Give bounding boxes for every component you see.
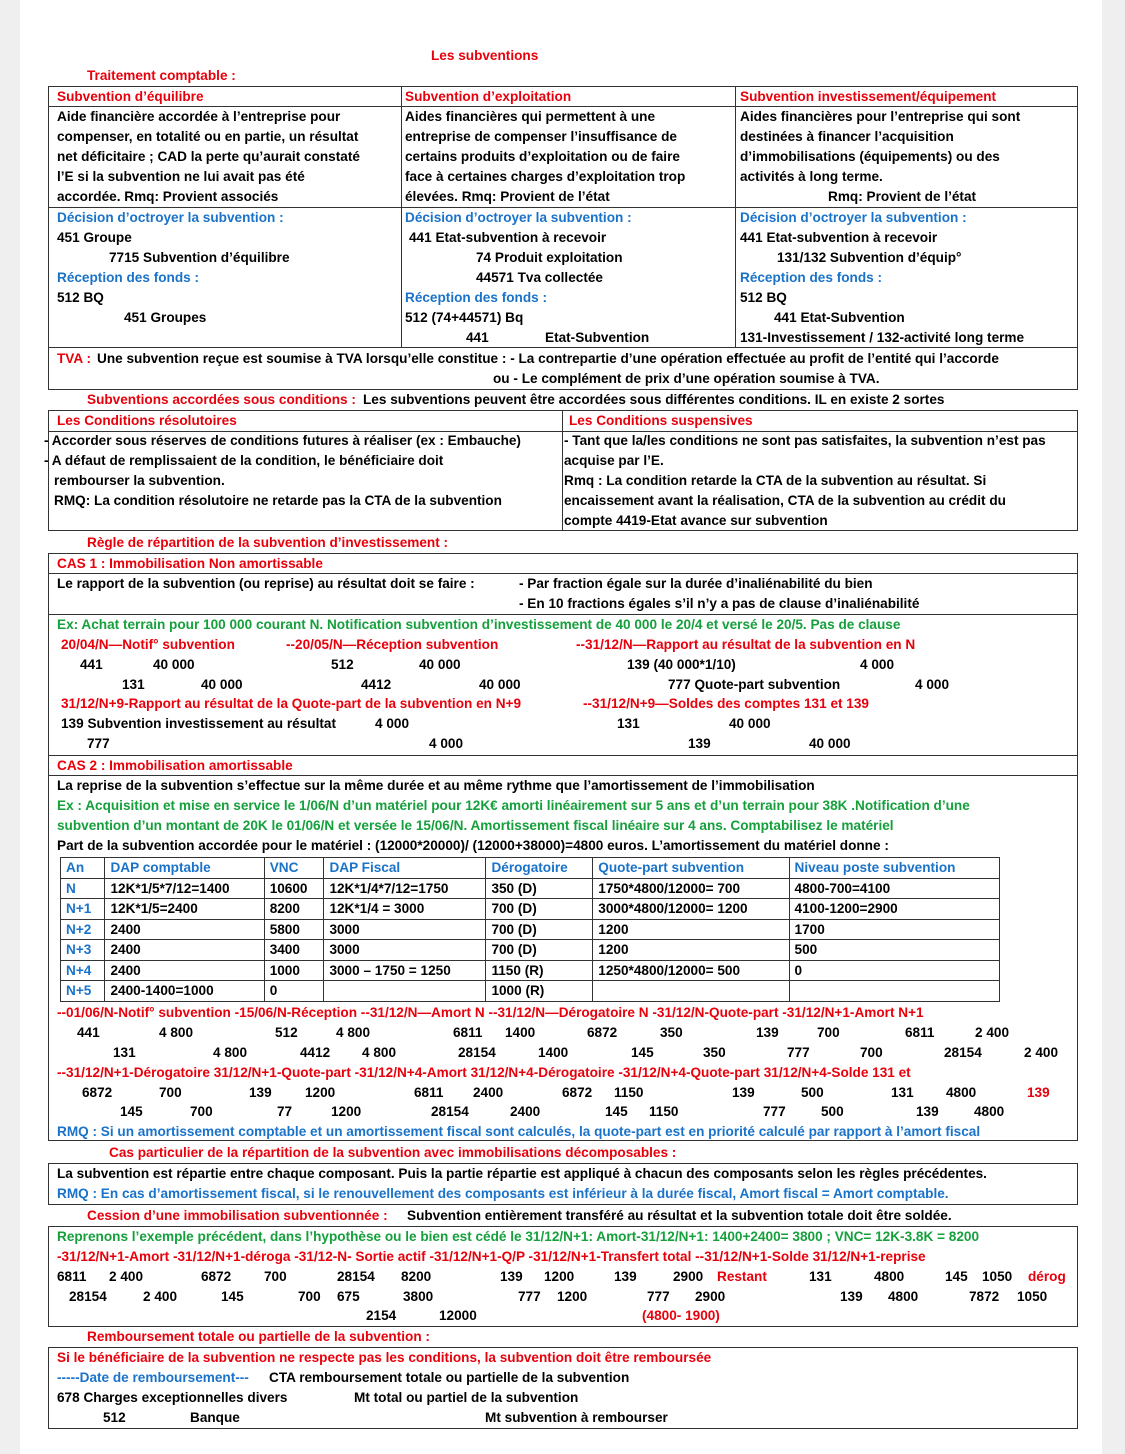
entry-account: 777 <box>647 1289 670 1304</box>
table-cell: 12K*1/4 = 3000 <box>324 899 486 920</box>
entry-account: 6872 <box>82 1085 113 1100</box>
entry-account: 139 (40 000*1/10) <box>627 657 736 672</box>
table-cell: 1150 (R) <box>486 960 593 981</box>
investissement-reception-label: Réception des fonds : <box>740 270 882 285</box>
entry-amount: 4 000 <box>860 657 895 672</box>
entry-account: 6872 <box>587 1025 618 1040</box>
entry-account: 7872 <box>969 1289 1000 1304</box>
table-cell: 1000 <box>264 960 324 981</box>
entry-amount: 4800 <box>974 1104 1005 1119</box>
tva-line: ou - Le complément de prix d’une opération soumise à TVA. <box>493 371 880 386</box>
entry-account: 777 <box>87 736 110 751</box>
entry-amount: 4800 <box>888 1289 919 1304</box>
col-header: Quote-part subvention <box>593 858 789 879</box>
table-cell <box>593 981 789 1002</box>
suspensives-line: compte 4419-Etat avance sur subvention <box>564 513 828 528</box>
entry-account: 139 <box>756 1025 779 1040</box>
equilibre-desc-line: l’E si la subvention ne lui avait pas été <box>57 169 305 184</box>
entry-account: 131 <box>809 1269 832 1284</box>
table-cell: 3000*4800/12000= 1200 <box>593 899 789 920</box>
table-cell <box>324 981 486 1002</box>
cession-journal-heads: -31/12/N+1-Amort -31/12/N+1-déroga -31/12-N- Sortie actif -31/12/N+1-Q/P -31/12/N+1-Transfert total --31/12/N+1-Solde 31/12/N+1-reprise <box>57 1249 926 1264</box>
col-header: An <box>61 858 105 879</box>
entry-account: 512 <box>103 1410 126 1425</box>
suspensives-line: acquise par l’E. <box>564 453 664 468</box>
entry-amount: 1200 <box>557 1289 588 1304</box>
traitement-heading: Traitement comptable : <box>87 68 236 83</box>
table-cell: 3000 <box>324 919 486 940</box>
entry-amount: 4 800 <box>336 1025 371 1040</box>
entry-account: 145 <box>631 1045 654 1060</box>
table-header-row <box>61 858 1000 879</box>
entry-account: 131 <box>122 677 145 692</box>
entry-account: 131 <box>113 1045 136 1060</box>
table-cell: 3000 – 1750 = 1250 <box>324 960 486 981</box>
table-cell: 2400-1400=1000 <box>105 981 264 1002</box>
entry-amount: 2 400 <box>109 1269 144 1284</box>
entry-amount: Mt subvention à rembourser <box>485 1410 668 1425</box>
equilibre-reception-line: 451 Groupes <box>124 310 207 325</box>
entry-account: 131 <box>891 1085 914 1100</box>
table-cell: 3000 <box>324 940 486 961</box>
investissement-desc-line: activités à long terme. <box>740 169 883 184</box>
investissement-reception-line: 131-Investissement / 132-activité long terme <box>740 330 1025 345</box>
particulier-line: La subvention est répartie entre chaque composant. Puis la partie répartie est appliqué à chacun des composants selon les règles précédentes. <box>57 1166 987 1181</box>
entry-account-label: Banque <box>190 1410 240 1425</box>
investissement-desc-line: destinées à financer l’acquisition <box>740 129 954 144</box>
exploitation-reception-line: 512 (74+44571) Bq <box>405 310 524 325</box>
equilibre-desc-line: accordée. Rmq: Provient associés <box>57 189 279 204</box>
entry-account: 139 <box>249 1085 272 1100</box>
entry-account: 6811 <box>453 1025 483 1040</box>
derog-label: dérog <box>1028 1269 1066 1284</box>
investissement-reception-line: 512 BQ <box>740 290 787 305</box>
equilibre-reception-label: Réception des fonds : <box>57 270 199 285</box>
entry-account: 675 <box>337 1289 360 1304</box>
cas2-journal-heads: --31/12/N+1-Dérogatoire 31/12/N+1-Quote-part -31/12/N+4-Amort 31/12/N+4-Dérogatoire -31/12/N+4-Quote-part 31/12/N+4-Solde 131 et <box>57 1065 911 1080</box>
amortissement-table <box>60 857 1000 1002</box>
investissement-decision-line: 441 Etat-subvention à recevoir <box>740 230 938 245</box>
entry-account-red: 139 <box>1027 1085 1050 1100</box>
resolutoires-line: - Accorder sous réserves de conditions futures à réaliser (ex : Embauche) <box>44 433 521 448</box>
table-cell: 700 (D) <box>486 899 593 920</box>
entry-account: 145 <box>120 1104 143 1119</box>
investissement-reception-line: 441 Etat-Subvention <box>774 310 905 325</box>
entry-account: 678 Charges exceptionnelles divers <box>57 1390 288 1405</box>
table-cell: 700 (D) <box>486 919 593 940</box>
cas2-part: Part de la subvention accordée pour le matériel : (12000*20000)/ (12000+38000)=4800 euros. L’amortissement du matériel donne : <box>57 838 889 853</box>
entry-account: 139 <box>688 736 711 751</box>
col-header: VNC <box>264 858 324 879</box>
table-cell: 10600 <box>264 878 324 899</box>
cas2-title: CAS 2 : Immobilisation amortissable <box>57 758 293 773</box>
suspensives-line: - Tant que la/les conditions ne sont pas satisfaites, la subvention n’est pas <box>564 433 1046 448</box>
entry-account: 28154 <box>431 1104 469 1119</box>
entry-account: 28154 <box>944 1045 982 1060</box>
entry-amount: 1400 <box>538 1045 569 1060</box>
table-cell: 12K*1/5=2400 <box>105 899 264 920</box>
entry-amount: 2900 <box>695 1289 726 1304</box>
cas1-option: - En 10 fractions égales s’il n’y a pas de clause d’inaliénabilité <box>519 596 920 611</box>
equilibre-decision-line: 451 Groupe <box>57 230 132 245</box>
cas1-example: Ex: Achat terrain pour 100 000 courant N. Notification subvention d’investissement de 40 000 le 20/4 et versé le 20/5. Pas de clause <box>57 617 901 632</box>
entry-amount: 40 000 <box>479 677 521 692</box>
cas2-journal-heads: --01/06/N-Notif° subvention -15/06/N-Réception --31/12/N—Amort N --31/12/N—Dérogatoire N -31/12/N-Quote-part -31/12/N+1-Amort N+1 <box>57 1005 924 1020</box>
table-cell: N+2 <box>61 919 105 940</box>
entry-amount: 2400 <box>473 1085 504 1100</box>
table-cell: 1250*4800/12000= 500 <box>593 960 789 981</box>
exploitation-desc-line: élevées. Rmq: Provient de l’état <box>405 189 610 204</box>
entry-amount: 40 000 <box>809 736 851 751</box>
suspensives-line: Rmq : La condition retarde la CTA de la subvention au résultat. Si <box>564 473 987 488</box>
resolutoires-line: - A défaut de remplissaient de la condition, le bénéficiaire doit <box>44 453 444 468</box>
entry-amount: 1050 <box>982 1269 1013 1284</box>
resolutoires-line: RMQ: La condition résolutoire ne retarde pas la CTA de la subvention <box>54 493 502 508</box>
entry-account: 139 <box>500 1269 523 1284</box>
cas1-option: - Par fraction égale sur la durée d’inaliénabilité du bien <box>519 576 873 591</box>
tva-label: TVA : <box>57 351 91 366</box>
entry-amount: 2 400 <box>975 1025 1010 1040</box>
exploitation-reception-line: 441 <box>466 330 489 345</box>
entry-account: 6872 <box>562 1085 593 1100</box>
entry-account: 6811 <box>414 1085 444 1100</box>
entry-account: 4412 <box>361 677 392 692</box>
entry-account: 131 <box>617 716 640 731</box>
entry-amount: 3800 <box>403 1289 434 1304</box>
investissement-desc-line: d’immobilisations (équipements) ou des <box>740 149 1000 164</box>
table-cell: 0 <box>789 960 999 981</box>
cas1-title: CAS 1 : Immobilisation Non amortissable <box>57 556 323 571</box>
table-cell: 2400 <box>105 919 264 940</box>
table-cell: 700 (D) <box>486 940 593 961</box>
document-page <box>20 0 1102 1454</box>
entry-account: 777 <box>763 1104 786 1119</box>
entry-amount: 40 000 <box>153 657 195 672</box>
tva-line: Une subvention reçue est soumise à TVA lorsqu’elle constitue : - La contrepartie d’une opération effectuée au profit de l’entité qui l’accorde <box>97 351 999 366</box>
exploitation-desc-line: face à certaines charges d’exploitation trop <box>405 169 686 184</box>
table-cell: 0 <box>264 981 324 1002</box>
entry-amount: 500 <box>801 1085 824 1100</box>
table-cell: N+5 <box>61 981 105 1002</box>
page-title: Les subventions <box>431 48 539 63</box>
conditions-intro: Les subventions peuvent être accordées sous différentes conditions. IL en existe 2 sortes <box>363 392 945 407</box>
table-cell: 1200 <box>593 919 789 940</box>
table-cell: N+4 <box>61 960 105 981</box>
table-cell: 3400 <box>264 940 324 961</box>
entry-account: 139 Subvention investissement au résultat <box>61 716 336 731</box>
equilibre-desc-line: compenser, en totalité ou en partie, un résultat <box>57 129 359 144</box>
cas1-journal-heading: --20/05/N—Réception subvention <box>286 637 499 652</box>
cas2-rule: La reprise de la subvention s’effectue sur la même durée et au même rythme que l’amortissement de l’immobilisation <box>57 778 815 793</box>
cas2-rmq: RMQ : Si un amortissement comptable et un amortissement fiscal sont calculés, la quote-part est en priorité calculé par rapport à l’amort fiscal <box>57 1124 981 1139</box>
cession-example: Reprenons l’exemple précédent, dans l’hypothèse ou le bien est cédé le 31/12/N+1: Amort-31/12/N+1: 1400+2400= 3800 ; VNC= 12K-3.8K = 8200 <box>57 1229 980 1244</box>
table-cell: 1700 <box>789 919 999 940</box>
table-cell: 8200 <box>264 899 324 920</box>
entry-amount: 1150 <box>614 1085 644 1100</box>
resolutoires-line: rembourser la subvention. <box>54 473 225 488</box>
entry-account: 77 <box>277 1104 293 1119</box>
remboursement-date-label: -----Date de remboursement--- <box>57 1370 249 1385</box>
particulier-rmq: RMQ : En cas d’amortissement fiscal, si le renouvellement des composants est inférieur à la durée fiscal, Amort fiscal = Amort comptable. <box>57 1186 949 1201</box>
entry-amount: 1050 <box>1017 1289 1048 1304</box>
table-row <box>61 960 1000 981</box>
table-row <box>61 899 1000 920</box>
table-cell: 500 <box>789 940 999 961</box>
exploitation-desc-line: entreprise de compenser l’insuffisance de <box>405 129 677 144</box>
entry-amount: 2 400 <box>143 1289 178 1304</box>
investissement-desc-line: Aides financières pour l’entreprise qui sont <box>740 109 1021 124</box>
table-cell <box>789 981 999 1002</box>
exploitation-reception-line: Etat-Subvention <box>545 330 650 345</box>
exploitation-reception-label: Réception des fonds : <box>405 290 547 305</box>
table-row <box>61 878 1000 899</box>
table-cell: 2400 <box>105 960 264 981</box>
entry-amount: 40 000 <box>201 677 243 692</box>
entry-amount: 1200 <box>544 1269 575 1284</box>
table-cell: 12K*1/4*7/12=1750 <box>324 878 486 899</box>
entry-amount: 2400 <box>510 1104 541 1119</box>
entry-account: 512 <box>331 657 354 672</box>
entry-amount: 700 <box>817 1025 840 1040</box>
investissement-decision-line: 131/132 Subvention d’équip° <box>777 250 962 265</box>
entry-amount: 4 800 <box>213 1045 248 1060</box>
table-row <box>61 981 1000 1002</box>
entry-amount: 1200 <box>331 1104 362 1119</box>
entry-amount: 4 000 <box>429 736 464 751</box>
entry-account: 777 <box>787 1045 810 1060</box>
equilibre-desc-line: net déficitaire ; CAD la perte qu’aurait constaté <box>57 149 360 164</box>
entry-amount: 2900 <box>673 1269 704 1284</box>
entry-amount: 700 <box>298 1289 321 1304</box>
exploitation-desc-line: certains produits d’exploitation ou de faire <box>405 149 680 164</box>
table-cell: 2400 <box>105 940 264 961</box>
entry-amount: 4800 <box>946 1085 977 1100</box>
resolutoires-title: Les Conditions résolutoires <box>57 413 237 428</box>
equilibre-title: Subvention d’équilibre <box>57 89 204 104</box>
entry-amount: 1200 <box>305 1085 336 1100</box>
entry-amount: 40 000 <box>419 657 461 672</box>
cas2-example-line: Ex : Acquisition et mise en service le 1/06/N d’un matériel pour 12K€ amorti linéairement sur 5 ans et d’un terrain pour 38K .Notification d’une <box>57 798 970 813</box>
entry-account: 28154 <box>458 1045 496 1060</box>
entry-account: 145 <box>221 1289 244 1304</box>
table-cell: 350 (D) <box>486 878 593 899</box>
table-cell: 5800 <box>264 919 324 940</box>
entry-amount: 2 400 <box>1024 1045 1059 1060</box>
entry-account: 441 <box>80 657 103 672</box>
table-cell: N+1 <box>61 899 105 920</box>
equilibre-decision-line: 7715 Subvention d’équilibre <box>109 250 290 265</box>
entry-amount: 1150 <box>649 1104 679 1119</box>
entry-amount: 700 <box>190 1104 213 1119</box>
table-cell: 4100-1200=2900 <box>789 899 999 920</box>
exploitation-desc-line: Aides financières qui permettent à une <box>405 109 656 124</box>
col-header: DAP Fiscal <box>324 858 486 879</box>
remboursement-date-rest: CTA remboursement totale ou partielle de la subvention <box>269 1370 630 1385</box>
entry-account: 2154 <box>366 1308 397 1323</box>
entry-amount: 700 <box>860 1045 883 1060</box>
table-cell: N <box>61 878 105 899</box>
particulier-heading: Cas particulier de la répartition de la subvention avec immobilisations décomposables : <box>109 1145 677 1160</box>
entry-amount: 350 <box>660 1025 683 1040</box>
entry-amount: 4 000 <box>375 716 410 731</box>
exploitation-decision-line: 74 Produit exploitation <box>476 250 623 265</box>
entry-account: 512 <box>275 1025 298 1040</box>
entry-account: 6811 <box>905 1025 935 1040</box>
restant-calc: (4800- 1900) <box>642 1308 720 1323</box>
table-cell: 1000 (R) <box>486 981 593 1002</box>
entry-account: 777 <box>518 1289 541 1304</box>
col-header: Niveau poste subvention <box>789 858 999 879</box>
exploitation-decision-line: 44571 Tva collectée <box>476 270 603 285</box>
entry-account: 139 <box>732 1085 755 1100</box>
entry-account: 28154 <box>69 1289 107 1304</box>
entry-account: 777 Quote-part subvention <box>668 677 841 692</box>
suspensives-title: Les Conditions suspensives <box>569 413 753 428</box>
table-cell: 12K*1/5*7/12=1400 <box>105 878 264 899</box>
regle-heading: Règle de répartition de la subvention d’investissement : <box>87 535 449 550</box>
entry-account: 145 <box>605 1104 628 1119</box>
cession-heading: Cession d’une immobilisation subventionnée : <box>87 1208 388 1223</box>
entry-account: 139 <box>614 1269 637 1284</box>
investissement-decision-label: Décision d’octroyer la subvention : <box>740 210 967 225</box>
exploitation-decision-line: 441 Etat-subvention à recevoir <box>409 230 607 245</box>
cas1-journal-heading: 31/12/N+9-Rapport au résultat de la Quote-part de la subvention en N+9 <box>61 696 522 711</box>
entry-amount: 350 <box>703 1045 726 1060</box>
table-cell: N+3 <box>61 940 105 961</box>
entry-amount: 40 000 <box>729 716 771 731</box>
entry-account: 139 <box>916 1104 939 1119</box>
table-row <box>61 940 1000 961</box>
investissement-title: Subvention investissement/équipement <box>740 89 997 104</box>
entry-amount: 500 <box>821 1104 844 1119</box>
restant-label: Restant <box>717 1269 767 1284</box>
entry-amount: 4800 <box>874 1269 905 1284</box>
entry-account: 145 <box>945 1269 968 1284</box>
entry-amount: 4 800 <box>362 1045 397 1060</box>
cas1-journal-heading: --31/12/N—Rapport au résultat de la subvention en N <box>576 637 916 652</box>
entry-amount: Mt total ou partiel de la subvention <box>354 1390 579 1405</box>
table-cell: 1750*4800/12000= 700 <box>593 878 789 899</box>
col-header: DAP comptable <box>105 858 264 879</box>
equilibre-decision-label: Décision d’octroyer la subvention : <box>57 210 284 225</box>
suspensives-line: encaissement avant la réalisation, CTA de la subvention au crédit du <box>564 493 1006 508</box>
entry-account: 6872 <box>201 1269 232 1284</box>
entry-amount: 4 800 <box>159 1025 194 1040</box>
exploitation-title: Subvention d’exploitation <box>405 89 572 104</box>
conditions-heading: Subventions accordées sous conditions : <box>87 392 356 407</box>
entry-account: 28154 <box>337 1269 375 1284</box>
equilibre-reception-line: 512 BQ <box>57 290 104 305</box>
entry-account: 441 <box>77 1025 100 1040</box>
cession-heading-rest: Subvention entièrement transféré au résultat et la subvention totale doit être soldée. <box>407 1208 952 1223</box>
col-header: Dérogatoire <box>486 858 593 879</box>
table-cell: 1200 <box>593 940 789 961</box>
remboursement-heading: Remboursement totale ou partielle de la subvention : <box>87 1329 430 1344</box>
entry-amount: 4 000 <box>915 677 950 692</box>
entry-amount: 700 <box>264 1269 287 1284</box>
cas1-rule: Le rapport de la subvention (ou reprise) au résultat doit se faire : <box>57 576 475 591</box>
investissement-desc-line: Rmq: Provient de l’état <box>828 189 977 204</box>
exploitation-decision-label: Décision d’octroyer la subvention : <box>405 210 632 225</box>
cas1-journal-heading: --31/12/N+9—Soldes des comptes 131 et 139 <box>583 696 869 711</box>
cas2-example-line: subvention d’un montant de 20K le 01/06/N et versée le 15/06/N. Amortissement fiscal linéaire sur 4 ans. Comptabilisez le matériel <box>57 818 894 833</box>
equilibre-desc-line: Aide financière accordée à l’entreprise pour <box>57 109 341 124</box>
entry-amount: 700 <box>159 1085 182 1100</box>
entry-amount: 8200 <box>401 1269 432 1284</box>
remboursement-warning: Si le bénéficiaire de la subvention ne respecte pas les conditions, la subvention doit être remboursée <box>57 1350 712 1365</box>
entry-amount: 12000 <box>439 1308 477 1323</box>
table-cell: 4800-700=4100 <box>789 878 999 899</box>
entry-account: 139 <box>840 1289 863 1304</box>
cas1-journal-heading: 20/04/N—Notif° subvention <box>61 637 235 652</box>
entry-account: 4412 <box>300 1045 331 1060</box>
entry-amount: 1400 <box>505 1025 536 1040</box>
table-row <box>61 919 1000 940</box>
entry-account: 6811 <box>57 1269 87 1284</box>
